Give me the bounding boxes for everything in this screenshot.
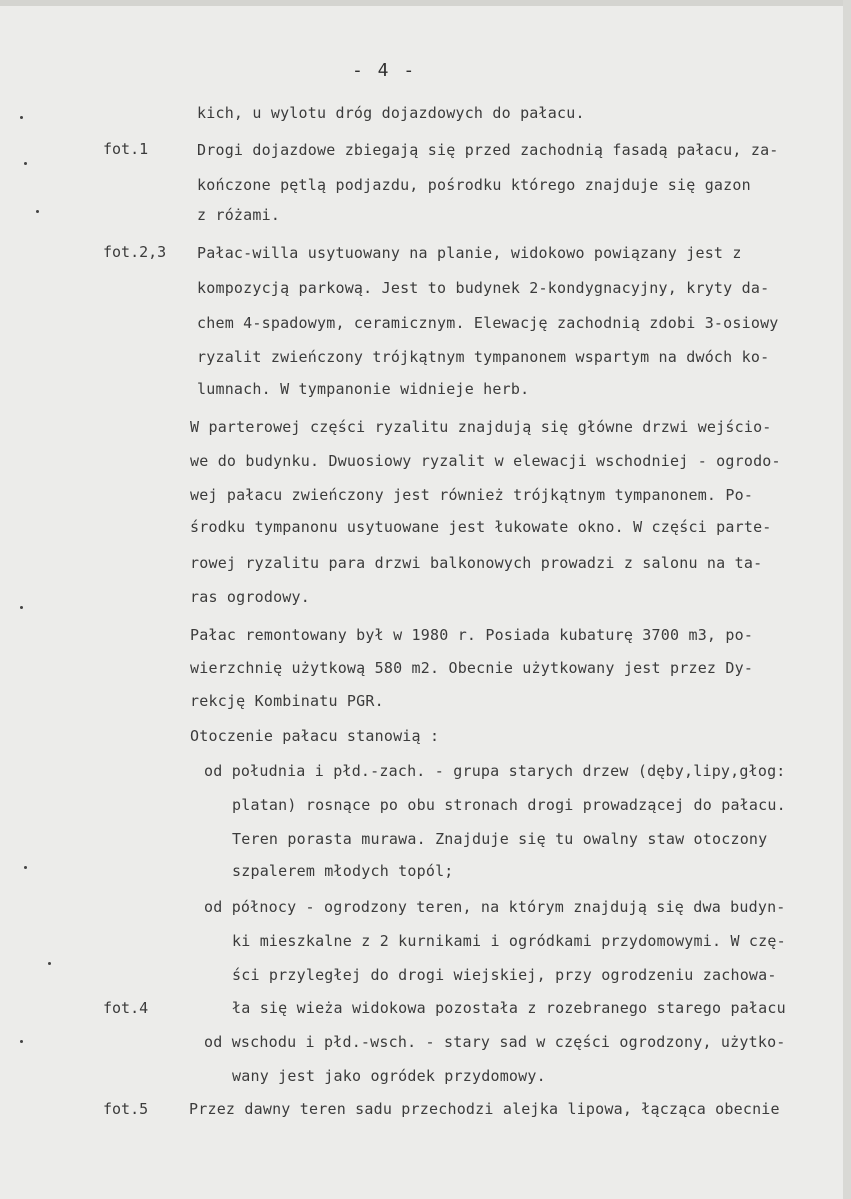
text-line: Teren porasta murawa. Znajduje się tu owalny staw otoczony [232,830,768,848]
photo-reference: fot.4 [103,999,149,1017]
margin-speck [24,162,27,165]
text-line: z różami. [197,206,281,224]
photo-reference: fot.5 [103,1100,149,1118]
text-line: lumnach. W tympanonie widnieje herb. [197,380,530,398]
text-line: platan) rosnące po obu stronach drogi prowadzącej do pałacu. [232,796,786,814]
text-line: Pałac remontowany był w 1980 r. Posiada kubaturę 3700 m3, po- [190,626,754,644]
text-line: we do budynku. Dwuosiowy ryzalit w elewacji wschodniej - ogrodo- [190,452,781,470]
text-line: Otoczenie pałacu stanowią : [190,727,440,745]
margin-speck [20,1040,23,1043]
text-line: kich, u wylotu dróg dojazdowych do pałacu. [197,104,585,122]
text-line: Przez dawny teren sadu przechodzi alejka lipowa, łącząca obecnie [189,1100,780,1118]
text-line: szpalerem młodych topól; [232,862,454,880]
text-line: od wschodu i płd.-wsch. - stary sad w części ogrodzony, użytko- [204,1033,786,1051]
text-line: od północy - ogrodzony teren, na którym znajdują się dwa budyn- [204,898,786,916]
text-line: ki mieszkalne z 2 kurnikami i ogródkami przydomowymi. W czę- [232,932,786,950]
margin-speck [20,606,23,609]
text-line: kompozycją parkową. Jest to budynek 2-kondygnacyjny, kryty da- [197,279,770,297]
text-line: chem 4-spadowym, ceramicznym. Elewację zachodnią zdobi 3-osiowy [197,314,779,332]
margin-speck [20,116,23,119]
text-line: środku tympanonu usytuowane jest łukowate okno. W części parte- [190,518,772,536]
margin-speck [48,962,51,965]
text-line: rowej ryzalitu para drzwi balkonowych prowadzi z salonu na ta- [190,554,763,572]
page-number: - 4 - [352,60,417,81]
margin-speck [36,210,39,213]
photo-reference: fot.1 [103,140,149,158]
text-line: W parterowej części ryzalitu znajdują się główne drzwi wejścio- [190,418,772,436]
page-edge-top [0,0,851,6]
text-line: ras ogrodowy. [190,588,310,606]
text-line: Pałac-willa usytuowany na planie, widokowo powiązany jest z [197,244,742,262]
text-line: Drogi dojazdowe zbiegają się przed zachodnią fasadą pałacu, za- [197,141,779,159]
text-line: kończone pętlą podjazdu, pośrodku którego znajduje się gazon [197,176,751,194]
text-line: od południa i płd.-zach. - grupa starych drzew (dęby,lipy,głog: [204,762,786,780]
text-line: rekcję Kombinatu PGR. [190,692,384,710]
text-line: wej pałacu zwieńczony jest również trójkątnym tympanonem. Po- [190,486,754,504]
page-edge-right [843,0,851,1199]
margin-speck [24,866,27,869]
text-line: ryzalit zwieńczony trójkątnym tympanonem wspartym na dwóch ko- [197,348,770,366]
text-line: ści przyległej do drogi wiejskiej, przy ogrodzeniu zachowa- [232,966,777,984]
text-line: ła się wieża widokowa pozostała z rozebranego starego pałacu [232,999,786,1017]
text-line: wierzchnię użytkową 580 m2. Obecnie użytkowany jest przez Dy- [190,659,754,677]
photo-reference: fot.2,3 [103,243,167,261]
text-line: wany jest jako ogródek przydomowy. [232,1067,546,1085]
